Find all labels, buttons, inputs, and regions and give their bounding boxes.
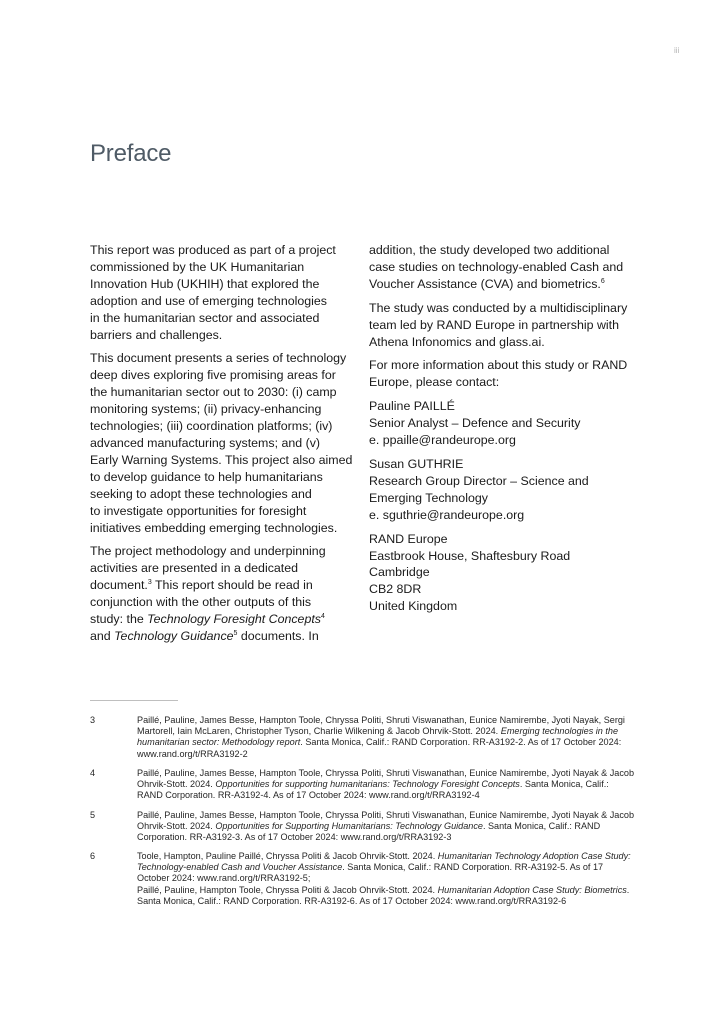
footnote-5 <box>90 810 635 844</box>
footnote-text[interactable]: . Santa Monica, Calif.: RAND Corporation. RR-A3192-6. As of 17 October 2024: www.rand.org/t/RRA3192-6 <box>137 884 630 906</box>
address-block <box>369 531 639 616</box>
footnote-text[interactable]: . Santa Monica, Calif.: RAND Corporation. RR-A3192-4. As of 17 October 2024: www.rand.org/t/RRA3192-4 <box>137 779 609 801</box>
text-line: deep dives exploring five promising areas for <box>90 368 336 383</box>
text-line: case studies on technology-enabled Cash and <box>369 259 624 274</box>
intro-paragraph <box>90 242 362 343</box>
text-line: the humanitarian sector out to 2030: (i) camp <box>90 385 337 400</box>
footnote-title: Emerging technologies in the humanitarian sector: Methodology report <box>137 726 619 748</box>
text-line: initiatives embedding emerging technologies. <box>90 520 338 535</box>
address-line: Cambridge <box>369 565 430 580</box>
contact-role: Senior Analyst – Defence and Security <box>369 416 581 431</box>
footnote-text: Paillé, Pauline, Hampton Toole, Chryssa Politi & Jacob Ohrvik-Stott. 2024. <box>137 884 438 895</box>
methodology-paragraph <box>90 543 362 644</box>
footnote-4 <box>90 768 635 802</box>
footnote-ref-5[interactable]: 5 <box>233 629 238 637</box>
text-line: document. <box>90 578 148 593</box>
contact-email[interactable]: e. sguthrie@randeurope.org <box>369 507 525 522</box>
text-line: Athena Infonomics and glass.ai. <box>369 334 545 349</box>
text-line: monitoring systems; (ii) privacy-enhancing <box>90 402 322 417</box>
footnote-text: Paillé, Pauline, James Besse, Hampton Toole, Chryssa Politi, Shruti Viswanathan, Eunice Namirembe, Jyoti Nayak, Sergi Martorell, Iain McLaren, Christopher Tyson, Charlie Wilkening & Jacob Ohrvik-Stott. 2024. <box>137 715 625 737</box>
footnote-title: Humanitarian Adoption Case Study: Biometrics <box>437 884 627 895</box>
contact-intro-paragraph <box>369 357 639 391</box>
text-line: This report was produced as part of a project <box>90 243 336 257</box>
page-title: Preface <box>90 140 172 167</box>
contact-name: Susan GUTHRIE <box>369 456 464 471</box>
text-line: activities are presented in a dedicated <box>90 561 299 576</box>
address-line: United Kingdom <box>369 599 458 614</box>
text-line: and <box>90 628 115 643</box>
text-line: Voucher Assistance (CVA) and biometrics. <box>369 276 601 291</box>
case-studies-paragraph <box>369 242 639 293</box>
page-number: iii <box>674 46 680 55</box>
text-line: documents. In <box>237 628 319 643</box>
contact-name: Pauline PAILLÉ <box>369 399 455 414</box>
contact-block-paille <box>369 398 639 449</box>
footnote-ref-3[interactable]: 3 <box>147 579 152 587</box>
text-line: technologies; (iii) coordination platforms; (iv) <box>90 419 333 434</box>
footnote-text[interactable]: . Santa Monica, Calif.: RAND Corporation. RR-A3192-5. As of 17 October 2024: www.rand.org/t/RRA3192-5; <box>137 862 604 884</box>
deep-dives-paragraph <box>90 350 362 536</box>
text-line: team led by RAND Europe in partnership with <box>369 317 619 332</box>
footnote-title: Opportunities for supporting humanitarians: Technology Foresight Concepts <box>215 779 520 790</box>
text-line: The study was conducted by a multidisciplinary <box>369 300 628 315</box>
text-line: study: the <box>90 612 148 627</box>
contact-role: Emerging Technology <box>369 490 488 505</box>
text-line: conjunction with the other outputs of this <box>90 595 312 610</box>
contact-block-guthrie <box>369 456 639 524</box>
footnote-text: Paillé, Pauline, James Besse, Hampton Toole, Chryssa Politi, Shruti Viswanathan, Eunice Namirembe, Jyoti Nayak & Jacob Ohrvik-Stott. 2024. <box>137 810 635 832</box>
text-line: The project methodology and underpinning <box>90 544 326 559</box>
team-paragraph <box>369 300 639 351</box>
text-line: This document presents a series of technology <box>90 351 347 366</box>
footnote-3 <box>90 715 635 760</box>
footnote-number: 6 <box>90 851 96 861</box>
text-line: commissioned by the UK Humanitarian <box>90 259 305 274</box>
foresight-concepts-title: Technology Foresight Concepts <box>147 612 321 627</box>
text-line: Europe, please contact: <box>369 375 500 390</box>
contact-email[interactable]: e. ppaille@randeurope.org <box>369 433 516 448</box>
footnote-divider <box>90 700 178 701</box>
text-line: in the humanitarian sector and associated <box>90 310 320 325</box>
footnote-text[interactable]: . Santa Monica, Calif.: RAND Corporation. RR-A3192-2. As of 17 October 2024: www.rand.org/t/RRA3192-2 <box>137 737 622 759</box>
contact-role: Research Group Director – Science and <box>369 473 589 488</box>
text-line: to investigate opportunities for foresight <box>90 503 307 518</box>
footnote-ref-6[interactable]: 6 <box>600 277 605 285</box>
text-line: seeking to adopt these technologies and <box>90 486 312 501</box>
footnote-title: Opportunities for Supporting Humanitarians: Technology Guidance <box>215 821 483 832</box>
text-line: Early Warning Systems. This project also aimed <box>90 452 353 467</box>
left-column <box>90 242 362 645</box>
address-line: RAND Europe <box>369 531 448 546</box>
footnote-text[interactable]: . Santa Monica, Calif.: RAND Corporation. RR-A3192-3. As of 17 October 2024: www.rand.org/t/RRA3192-3 <box>137 821 601 843</box>
footnote-text: Paillé, Pauline, James Besse, Hampton Toole, Chryssa Politi, Shruti Viswanathan, Eunice Namirembe, Jyoti Nayak & Jacob Ohrvik-Stott. 2024. <box>137 768 635 790</box>
text-line: adoption and use of emerging technologies <box>90 293 327 308</box>
guidance-title: Technology Guidance <box>114 628 234 643</box>
footnote-number: 4 <box>90 768 96 778</box>
footnote-ref-4[interactable]: 4 <box>320 613 325 621</box>
address-line: CB2 8DR <box>369 582 422 597</box>
footnote-text: Toole, Hampton, Pauline Paillé, Chryssa Politi & Jacob Ohrvik-Stott. 2024. <box>137 851 438 861</box>
text-line: This report should be read in <box>151 578 313 593</box>
footnote-number: 3 <box>90 715 96 725</box>
text-line: to develop guidance to help humanitarians <box>90 469 323 484</box>
footnote-6 <box>90 851 635 907</box>
text-line: For more information about this study or RAND <box>369 358 628 373</box>
footnote-number: 5 <box>90 810 96 820</box>
right-column <box>369 242 639 615</box>
address-line: Eastbrook House, Shaftesbury Road <box>369 548 571 563</box>
footnote-title: Humanitarian Technology Adoption Case Study: Technology-enabled Cash and Voucher Assistance <box>137 851 631 873</box>
text-line: barriers and challenges. <box>90 327 223 342</box>
text-line: Innovation Hub (UKHIH) that explored the <box>90 276 320 291</box>
text-line: addition, the study developed two additional <box>369 243 610 257</box>
text-line: advanced manufacturing systems; and (v) <box>90 435 321 450</box>
